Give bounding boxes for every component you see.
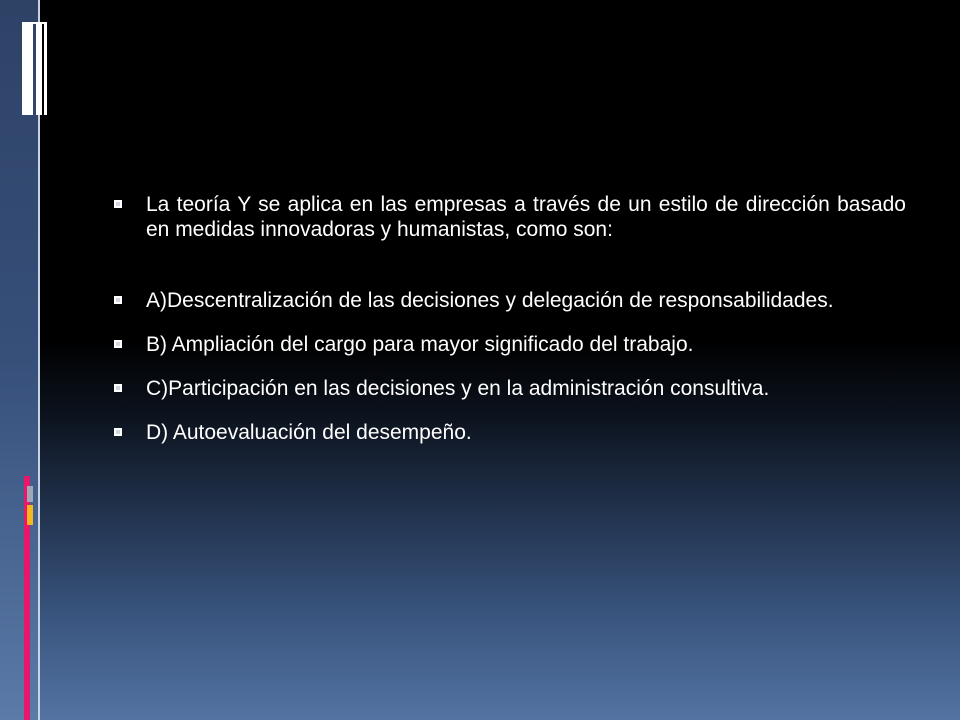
deco-bar-thin: [44, 22, 47, 115]
top-left-decoration: [0, 0, 60, 120]
yellow-block: [27, 505, 33, 525]
list-item: [112, 332, 906, 357]
list-item: [112, 288, 906, 313]
bullet-text: La teoría Y se aplica en las empresas a través de un estilo de dirección basado en medidas innovadoras y humanistas, como son:: [146, 193, 906, 241]
deco-bar-wide: [22, 22, 33, 115]
list-item: [112, 376, 906, 401]
bullet-text: A)Descentralización de las decisiones y delegación de responsabilidades.: [146, 289, 834, 312]
bullet-text: C)Participación en las decisiones y en la administración consultiva.: [146, 377, 770, 400]
bullet-text: D) Autoevaluación del desempeño.: [146, 421, 472, 444]
square-bullet-icon: [114, 428, 122, 436]
square-bullet-icon: [114, 340, 122, 348]
gray-block: [27, 486, 33, 502]
square-bullet-icon: [114, 200, 122, 208]
list-item: [112, 420, 906, 445]
bullet-list: [112, 192, 906, 445]
left-color-bars: [0, 470, 40, 720]
square-bullet-icon: [114, 384, 122, 392]
list-item: [112, 192, 906, 242]
square-bullet-icon: [114, 296, 122, 304]
bullet-text: B) Ampliación del cargo para mayor significado del trabajo.: [146, 333, 694, 356]
deco-bar-medium: [36, 22, 42, 115]
